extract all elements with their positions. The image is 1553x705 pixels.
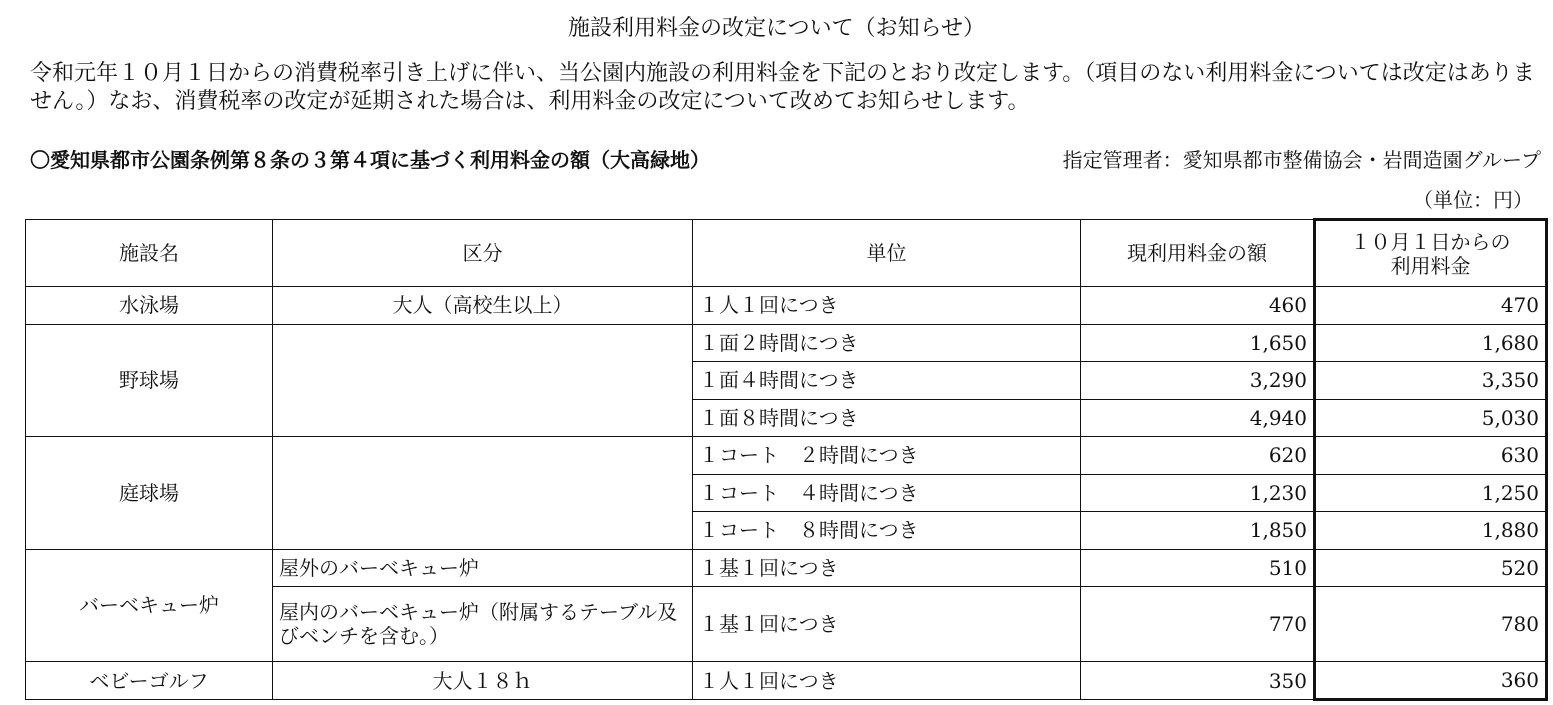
intro-paragraph: 令和元年１０月１日からの消費税率引き上げに伴い、当公園内施設の利用料金を下記のとおり改定します。（項目のない利用料金については改定はありません。）なお、消費税率の改定が延期された場合は、利用料金の改定について改めてお知らせします。: [30, 61, 1535, 114]
header-category: 区分: [273, 220, 693, 287]
current-fee-cell: 350: [1081, 662, 1315, 700]
unit-cell: １コート ２時間につき: [693, 437, 1081, 475]
facility-pool: 水泳場: [26, 287, 273, 325]
header-new-fee-line2: 利用料金: [1390, 253, 1471, 278]
current-fee-cell: 4,940: [1081, 399, 1315, 437]
unit-cell: １面８時間につき: [693, 399, 1081, 437]
category-cell: 大人（高校生以上）: [273, 287, 693, 325]
section-heading: 〇愛知県都市公園条例第８条の３第４項に基づく利用料金の額（大高緑地）: [30, 148, 710, 172]
facility-baseball: 野球場: [26, 324, 273, 437]
current-fee-cell: 770: [1081, 587, 1315, 662]
new-fee-cell: 520: [1315, 549, 1547, 587]
new-fee-cell: 470: [1315, 287, 1547, 325]
facility-baby-golf: ベビーゴルフ: [26, 662, 273, 700]
unit-cell: １基１回につき: [693, 549, 1081, 587]
table-row: [26, 287, 1547, 325]
current-fee-cell: 620: [1081, 437, 1315, 475]
new-fee-cell: 5,030: [1315, 399, 1547, 437]
table-row: [26, 324, 1547, 362]
new-fee-cell: 1,250: [1315, 474, 1547, 512]
new-fee-cell: 360: [1315, 662, 1547, 700]
unit-note: （単位：円）: [1413, 188, 1533, 212]
category-cell-empty: [273, 437, 693, 550]
unit-cell: １人１回につき: [693, 287, 1081, 325]
header-facility: 施設名: [26, 220, 273, 287]
unit-cell: １面４時間につき: [693, 362, 1081, 400]
facility-tennis: 庭球場: [26, 437, 273, 550]
unit-cell: １面２時間につき: [693, 324, 1081, 362]
new-fee-cell: 780: [1315, 587, 1547, 662]
unit-cell: １コート ８時間につき: [693, 512, 1081, 550]
fee-table: [25, 218, 1548, 701]
table-row: [26, 549, 1547, 587]
category-cell-empty: [273, 324, 693, 437]
new-fee-cell: 3,350: [1315, 362, 1547, 400]
current-fee-cell: 460: [1081, 287, 1315, 325]
current-fee-cell: 1,850: [1081, 512, 1315, 550]
category-cell: 屋内のバーベキュー炉（附属するテーブル及びベンチを含む。）: [273, 587, 693, 662]
table-header-row: [26, 220, 1547, 287]
header-new-fee-line1: １０月１日からの: [1350, 229, 1511, 254]
unit-cell: １コート ４時間につき: [693, 474, 1081, 512]
facility-bbq: バーベキュー炉: [26, 549, 273, 662]
unit-cell: １基１回につき: [693, 587, 1081, 662]
current-fee-cell: 3,290: [1081, 362, 1315, 400]
category-cell: 屋外のバーベキュー炉: [273, 549, 693, 587]
current-fee-cell: 1,650: [1081, 324, 1315, 362]
new-fee-cell: 1,680: [1315, 324, 1547, 362]
current-fee-cell: 1,230: [1081, 474, 1315, 512]
current-fee-cell: 510: [1081, 549, 1315, 587]
category-cell: 大人１８ｈ: [273, 662, 693, 700]
table-row: [26, 662, 1547, 700]
unit-cell: １人１回につき: [693, 662, 1081, 700]
header-new-fee: [1315, 220, 1547, 287]
page-title: 施設利用料金の改定について（お知らせ）: [568, 16, 985, 41]
header-current-fee: 現利用料金の額: [1081, 220, 1315, 287]
designated-manager: 指定管理者：愛知県都市整備協会・岩間造園グループ: [1062, 148, 1541, 172]
new-fee-cell: 1,880: [1315, 512, 1547, 550]
header-unit: 単位: [693, 220, 1081, 287]
new-fee-cell: 630: [1315, 437, 1547, 475]
table-row: [26, 437, 1547, 475]
